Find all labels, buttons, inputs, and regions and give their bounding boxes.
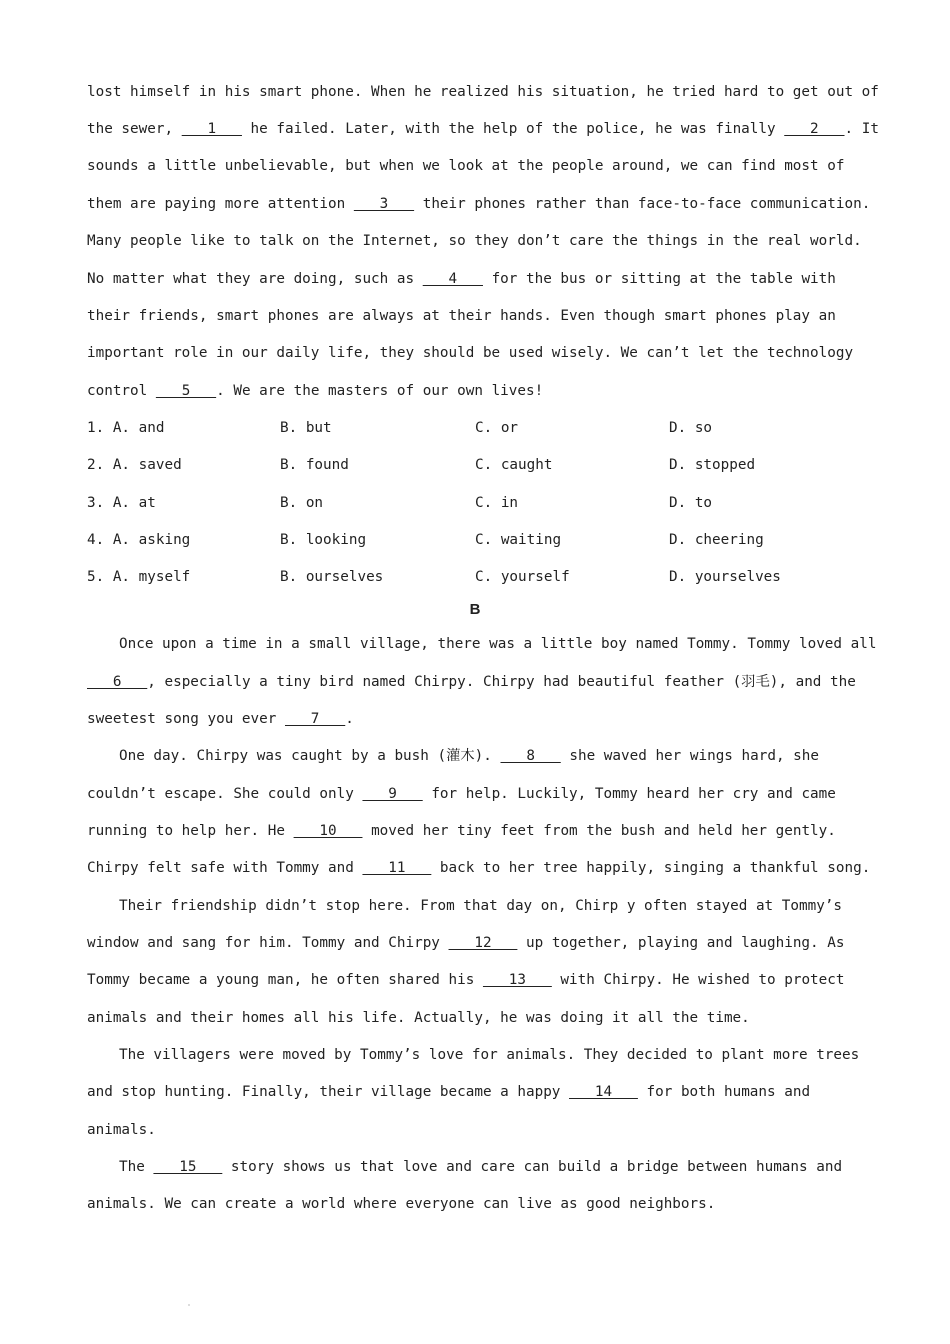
text: story shows us that love and care can build a bridge between humans and: [222, 1159, 843, 1175]
text: window and sang for him. Tommy and Chirpy: [87, 935, 449, 951]
option: B. ourselves: [280, 569, 384, 585]
text: for help. Luckily, Tommy heard her cry and came: [422, 786, 836, 802]
text: couldn’t escape. She could only: [87, 786, 363, 802]
text: their phones rather than face-to-face communication.: [414, 196, 871, 212]
passage-line: [87, 970, 862, 990]
text: running to help her. He: [87, 823, 294, 839]
text: back to her tree happily, singing a thankful song.: [431, 860, 871, 876]
text: No matter what they are doing, such as: [87, 271, 423, 287]
section-b-title: B: [469, 601, 481, 618]
option: C. caught: [475, 457, 553, 473]
option-row-4: [87, 530, 862, 550]
passage-line: [119, 896, 894, 916]
blank-1: 1: [181, 121, 242, 137]
option: B. on: [280, 495, 324, 511]
blank-15: 15: [153, 1159, 223, 1175]
option: C. or: [475, 420, 519, 436]
text: lost himself in his smart phone. When he realized his situation, he tried hard to get out of: [87, 84, 879, 100]
blank-8: 8: [500, 748, 561, 764]
passage-line: [87, 1008, 862, 1028]
option: B. found: [280, 457, 349, 473]
text: The: [119, 1159, 154, 1175]
text: Many people like to talk on the Internet, so they don’t care the things in the real world.: [87, 233, 862, 249]
text: the sewer,: [87, 121, 182, 137]
passage-line: [119, 1157, 894, 1177]
passage-line: [87, 709, 862, 729]
passage-line: [87, 231, 862, 251]
passage-line: [87, 672, 862, 692]
passage-line: [87, 194, 871, 214]
option: 4. A. asking: [87, 532, 191, 548]
text: The villagers were moved by Tommy’s love for animals. They decided to plant more trees: [119, 1047, 860, 1063]
passage-line: [87, 1082, 862, 1102]
option: C. yourself: [475, 569, 570, 585]
text: up together, playing and laughing. As: [517, 935, 845, 951]
option: D. stopped: [669, 457, 756, 473]
passage-line: [119, 746, 894, 766]
option-row-5: [87, 567, 862, 587]
passage-line: [119, 634, 894, 654]
text: Chirpy felt safe with Tommy and: [87, 860, 363, 876]
blank-12: 12: [448, 935, 518, 951]
blank-3: 3: [353, 196, 415, 212]
text: for both humans and: [637, 1084, 811, 1100]
blank-7: 7: [284, 711, 346, 727]
passage-line: [87, 269, 862, 289]
text: she waved her wings hard, she: [560, 748, 819, 764]
text: and stop hunting. Finally, their village became a happy: [87, 1084, 570, 1100]
blank-13: 13: [482, 972, 552, 988]
text: important role in our daily life, they should be used wisely. We can’t let the technology: [87, 345, 854, 361]
text: , especially a tiny bird named Chirpy. Chirpy had beautiful feather (羽毛), and the: [147, 674, 856, 690]
text: sweetest song you ever: [87, 711, 285, 727]
passage-line: [87, 784, 862, 804]
text: moved her tiny feet from the bush and held her gently.: [362, 823, 836, 839]
text: animals. We can create a world where everyone can live as good neighbors.: [87, 1196, 716, 1212]
passage-line: [87, 1194, 862, 1214]
blank-4: 4: [422, 271, 483, 287]
passage-line: [87, 156, 862, 176]
option: 2. A. saved: [87, 457, 182, 473]
option: B. looking: [280, 532, 367, 548]
text: Tommy became a young man, he often shared his: [87, 972, 483, 988]
text: One day. Chirpy was caught by a bush (灌木).: [119, 748, 501, 764]
passage-line: [87, 821, 862, 841]
text: sounds a little unbelievable, but when we look at the people around, we can find most of: [87, 158, 845, 174]
option: C. in: [475, 495, 519, 511]
text: with Chirpy. He wished to protect: [551, 972, 845, 988]
text: control: [87, 383, 156, 399]
option-row-3: [87, 493, 862, 513]
text: animals.: [87, 1122, 156, 1138]
passage-line: [87, 82, 879, 102]
option: 3. A. at: [87, 495, 156, 511]
text: .: [345, 711, 354, 727]
passage-line: [87, 1120, 862, 1140]
text: for the bus or sitting at the table with: [482, 271, 836, 287]
option-row-2: [87, 455, 862, 475]
text: he failed. Later, with the help of the police, he was finally: [241, 121, 785, 137]
option: B. but: [280, 420, 332, 436]
passage-line: [119, 1045, 894, 1065]
text: . It: [844, 121, 879, 137]
option: C. waiting: [475, 532, 562, 548]
blank-11: 11: [362, 860, 432, 876]
option: 5. A. myself: [87, 569, 191, 585]
option-row-1: [87, 418, 862, 438]
option: D. yourselves: [669, 569, 781, 585]
blank-9: 9: [362, 786, 423, 802]
passage-line: [87, 858, 871, 878]
blank-14: 14: [569, 1084, 638, 1100]
passage-line: [87, 381, 862, 401]
text: Once upon a time in a small village, there was a little boy named Tommy. Tommy loved all: [119, 636, 877, 652]
blank-6: 6: [87, 674, 148, 690]
text: them are paying more attention: [87, 196, 354, 212]
passage-line: [87, 933, 862, 953]
blank-10: 10: [293, 823, 363, 839]
option: D. cheering: [669, 532, 764, 548]
passage-line: [87, 306, 862, 326]
text: . We are the masters of our own lives!: [216, 383, 544, 399]
text: Their friendship didn’t stop here. From that day on, Chirp y often stayed at Tommy’s: [119, 898, 843, 914]
text: animals and their homes all his life. Actually, he was doing it all the time.: [87, 1010, 750, 1026]
option: D. to: [669, 495, 713, 511]
passage-line: [87, 343, 862, 363]
passage-line: [87, 119, 879, 139]
text: their friends, smart phones are always at their hands. Even though smart phones play an: [87, 308, 836, 324]
blank-2: 2: [784, 121, 845, 137]
option: D. so: [669, 420, 713, 436]
blank-5: 5: [155, 383, 217, 399]
option: 1. A. and: [87, 420, 165, 436]
page-speck: [188, 1304, 190, 1306]
